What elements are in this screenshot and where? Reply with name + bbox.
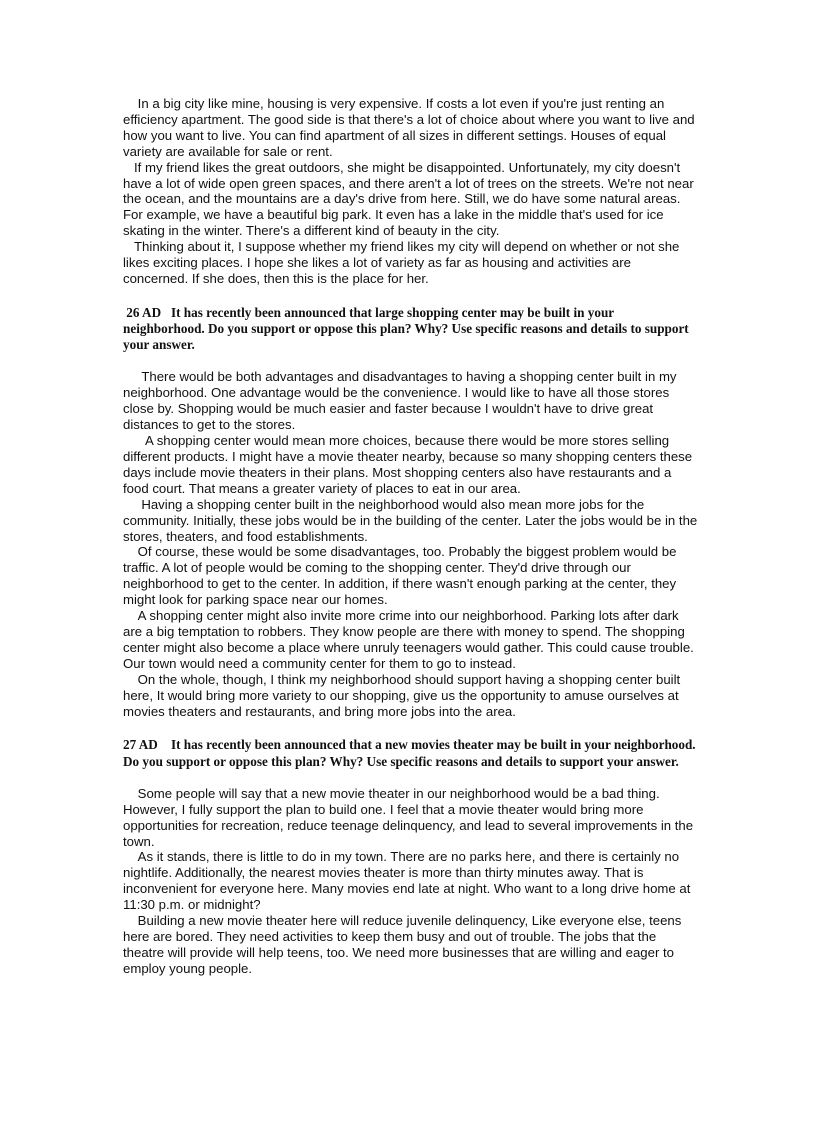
section-26 bbox=[123, 304, 701, 720]
section-27-paragraph: Some people will say that a new movie theater in our neighborhood would be a bad thing. However, I fully support the plan to build one. I feel that a movie theater would bring more opportunities for recreation, reduce teenage delinquency, and lead to several improvements in the town. bbox=[123, 785, 697, 849]
section-26-prompt: 26 AD It has recently been announced that large shopping center may be built in your neighborhood. Do you support or oppose this plan? Why? Use specific reasons and details to support your answer. bbox=[123, 304, 692, 353]
section-26-paragraph: Of course, these would be some disadvantages, too. Probably the biggest problem would be traffic. A lot of people would be coming to the shopping center. They'd drive through our neighborhood to get to the center. In addition, if there wasn't enough parking at the center, they might look for parking space near our homes. bbox=[123, 544, 681, 608]
intro-paragraph-housing: In a big city like mine, housing is very expensive. If costs a lot even if you're just renting an efficiency apartment. The good side is that there's a lot of choice about where you want to live and how you want to live. You can find apartment of all sizes in different settings. Houses of equal variety are available for sale or rent. bbox=[123, 96, 699, 159]
document-page bbox=[123, 96, 701, 977]
section-26-paragraph: A shopping center might also invite more crime into our neighborhood. Parking lots after dark are a big temptation to robbers. They know people are there with money to spend. The shopping center might also become a place where unruly teenagers would gather. This could cause trouble. Our town would need a community center for them to go to instead. bbox=[123, 608, 698, 671]
section-27-paragraph: Building a new movie theater here will reduce juvenile delinquency, Like everyone else, teens here are bored. They need activities to keep them busy and out of trouble. The jobs that the theatre will provide will help teens, too. We need more businesses that are willing and eager to employ young people. bbox=[123, 913, 686, 976]
section-26-essay bbox=[123, 369, 701, 719]
section-27-essay bbox=[123, 786, 698, 977]
section-26-paragraph: There would be both advantages and disadvantages to having a shopping center built in my neighborhood. One advantage would be the convenience. I would like to have all those stores close by. Shopping would be much easier and faster because I wouldn't have to drive great distances to get to the stores. bbox=[123, 369, 681, 433]
section-26-paragraph: On the whole, though, I think my neighborhood should support having a shopping center built here, It would bring more variety to our shopping, give us the opportunity to amuse ourselves at movies theaters and restaurants, and bring more jobs into the area. bbox=[123, 671, 684, 719]
section-27-prompt: 27 AD It has recently been announced that a new movies theater may be built in your neighborhood. Do you support or oppose this plan? Why? Use specific reasons and details to support your answer. bbox=[123, 737, 699, 769]
intro-paragraph-conclusion: Thinking about it, I suppose whether my friend likes my city will depend on whether or not she likes exciting places. I hope she likes a lot of variety as far as housing and activities are concerned. If she does, then this is the place for her. bbox=[123, 239, 684, 286]
section-27-paragraph: As it stands, there is little to do in my town. There are no parks here, and there is certainly no nightlife. Additionally, the nearest movies theater is more than thirty minutes away. That is inconvenient for everyone here. Many movies end late at night. Who want to a long drive home at 11:30 p.m. or midnight? bbox=[123, 849, 695, 913]
section-26-paragraph: Having a shopping center built in the neighborhood would also mean more jobs for the community. Initially, these jobs would be in the building of the center. Later the jobs would be in the stores, theaters, and food establishments. bbox=[123, 496, 701, 544]
section-27 bbox=[123, 737, 698, 976]
section-26-paragraph: A shopping center would mean more choices, because there would be more stores selling different products. I might have a movie theater nearby, because so many shopping centers these days include movie theaters in their plans. Most shopping centers also have restaurants and a food court. That means a greater variety of places to eat in our area. bbox=[123, 433, 696, 496]
intro-paragraph-outdoors: If my friend likes the great outdoors, she might be disappointed. Unfortunately, my city doesn't have a lot of wide open green spaces, and there aren't a lot of trees on the streets. We're not near the ocean, and the mountains are a day's drive from here. Still, we do have some natural areas. For example, we have a beautiful big park. It even has a lake in the middle that's used for ice skating in the winter. There's a different kind of beauty in the city. bbox=[123, 159, 698, 239]
intro-section bbox=[123, 96, 698, 287]
